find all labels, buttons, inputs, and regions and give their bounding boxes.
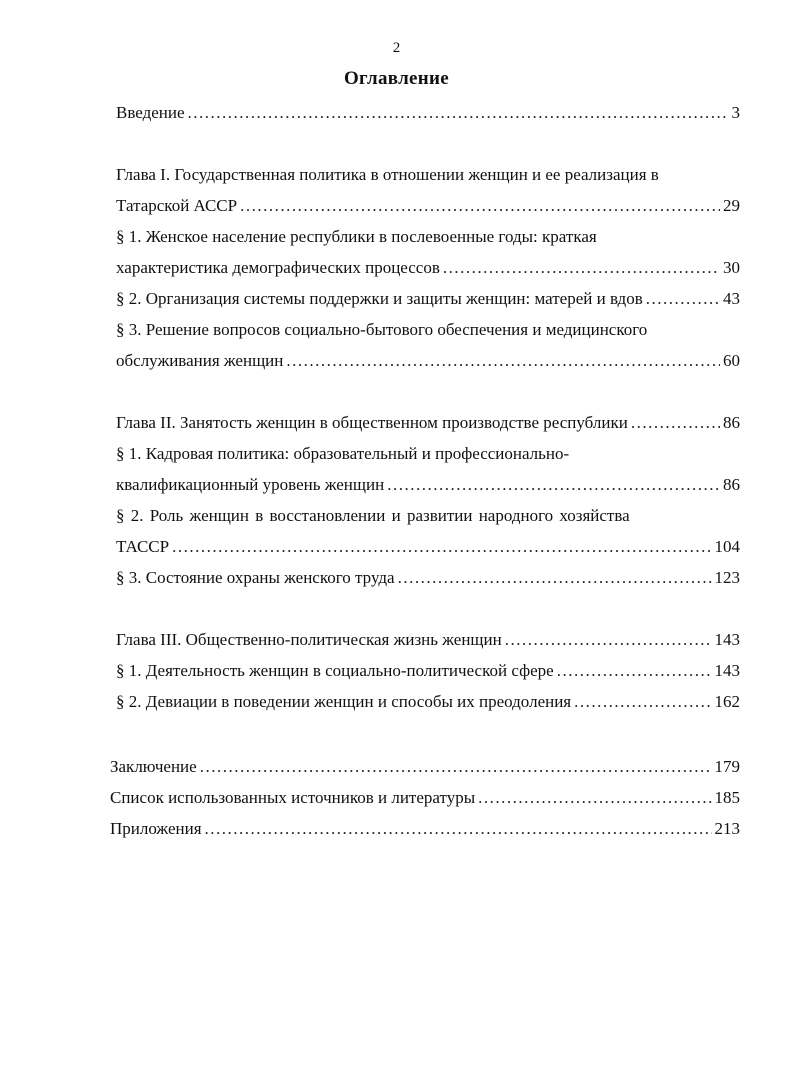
toc-entry-introduction[interactable]	[116, 103, 740, 123]
toc-chapter-3[interactable]	[116, 630, 740, 650]
toc-chapter-1[interactable]	[116, 196, 740, 216]
dot-leader	[557, 661, 712, 681]
toc-entry-label: Список использованных источников и литературы	[110, 788, 476, 807]
toc-section-3-2[interactable]	[116, 692, 740, 712]
toc-entry-label: § 2. Девиации в поведении женщин и способы их преодоления	[116, 692, 572, 711]
toc-entry-label: Глава II. Занятость женщин в общественном производстве республики	[116, 413, 628, 432]
toc-entry-page: 179	[714, 757, 740, 776]
toc-section-1-3-line1[interactable]: § 3. Решение вопросов социально-бытового обеспечения и медицинского	[116, 320, 648, 339]
toc-entry-appendix[interactable]	[110, 819, 740, 839]
toc-section-2-1[interactable]	[116, 475, 740, 495]
toc-entry-page: 43	[723, 289, 740, 308]
dot-leader	[646, 289, 720, 309]
dot-leader	[574, 692, 711, 712]
dot-leader	[286, 351, 720, 371]
toc-section-2-3[interactable]	[116, 568, 740, 588]
toc-entry-label: Заключение	[110, 757, 197, 776]
toc-section-3-1[interactable]	[116, 661, 740, 681]
toc-entry-label: § 1. Деятельность женщин в социально-политической сфере	[116, 661, 554, 680]
toc-entry-label: обслуживания женщин	[116, 351, 284, 370]
toc-entry-page: 29	[723, 196, 740, 215]
toc-section-2-2[interactable]	[116, 537, 740, 557]
toc-entry-page: 86	[723, 475, 740, 494]
dot-leader	[398, 568, 712, 588]
toc-entry-page: 162	[714, 692, 740, 711]
toc-section-1-1-line1[interactable]: § 1. Женское население республики в послевоенные годы: краткая	[116, 227, 597, 246]
toc-entry-label: Приложения	[110, 819, 202, 838]
toc-entry-label: § 3. Состояние охраны женского труда	[116, 568, 395, 587]
toc-entry-sources[interactable]	[110, 788, 740, 808]
toc-section-1-3[interactable]	[116, 351, 740, 371]
toc-entry-page: 30	[723, 258, 740, 277]
dot-leader	[387, 475, 720, 495]
toc-section-1-1[interactable]	[116, 258, 740, 278]
toc-section-2-1-line1[interactable]: § 1. Кадровая политика: образовательный и профессионально-	[116, 444, 570, 463]
dot-leader	[205, 819, 712, 839]
toc-entry-page: 213	[714, 819, 740, 838]
toc-entry-label: Введение	[116, 103, 185, 122]
toc-entry-label: Глава III. Общественно-политическая жизнь женщин	[116, 630, 502, 649]
toc-chapter-1-line1[interactable]: Глава I. Государственная политика в отношении женщин и ее реализация в	[116, 165, 659, 184]
toc-entry-label: характеристика демографических процессов	[116, 258, 440, 277]
toc-entry-label: Татарской АССР	[116, 196, 238, 215]
dot-leader	[443, 258, 720, 278]
toc-chapter-2[interactable]	[116, 413, 740, 433]
toc-section-1-2[interactable]	[116, 289, 740, 309]
dot-leader	[200, 757, 712, 777]
dot-leader	[188, 103, 729, 123]
dot-leader	[631, 413, 720, 433]
page-title: Оглавление	[343, 68, 450, 89]
toc-entry-page: 104	[714, 537, 740, 556]
dot-leader	[505, 630, 712, 650]
dot-leader	[240, 196, 720, 216]
toc-section-2-2-line1[interactable]: § 2. Роль женщин в восстановлении и развитии народного хозяйства	[116, 506, 630, 525]
toc-entry-conclusion[interactable]	[110, 757, 740, 777]
toc-entry-page: 123	[714, 568, 740, 587]
toc-entry-page: 60	[723, 351, 740, 370]
toc-entry-page: 3	[731, 103, 740, 122]
toc-entry-label: ТАССР	[116, 537, 170, 556]
toc-entry-page: 185	[714, 788, 740, 807]
toc-entry-label: § 2. Организация системы поддержки и защиты женщин: матерей и вдов	[116, 289, 643, 308]
toc-entry-page: 143	[714, 630, 740, 649]
toc-entry-label: квалификационный уровень женщин	[116, 475, 385, 494]
toc-entry-page: 86	[723, 413, 740, 432]
dot-leader	[172, 537, 711, 557]
dot-leader	[478, 788, 711, 808]
toc-entry-page: 143	[714, 661, 740, 680]
page-number: 2	[392, 40, 401, 56]
